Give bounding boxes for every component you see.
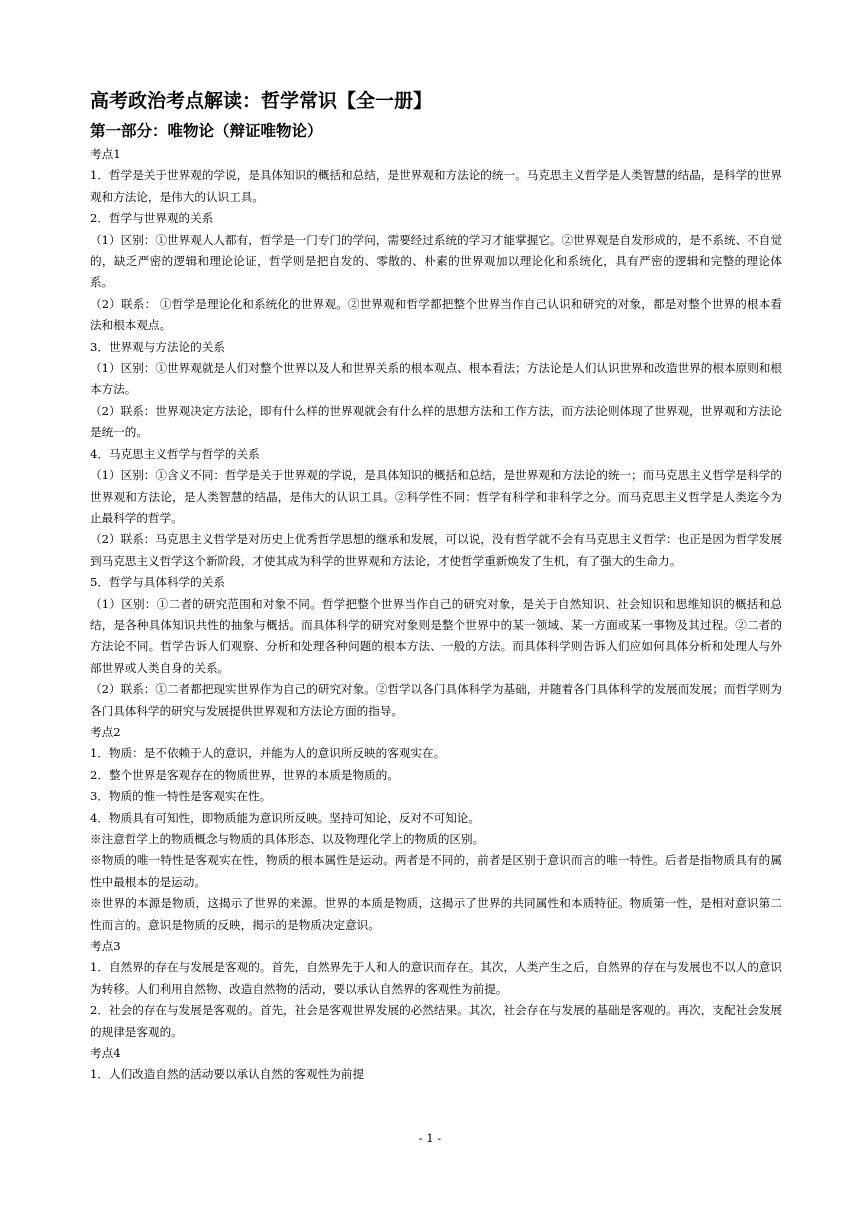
paragraph: 考点1 — [90, 147, 121, 161]
paragraph: ※注意哲学上的物质概念与物质的具体形态、以及物理化学上的物质的区别。 — [90, 832, 485, 846]
paragraph: （1）区别：①含义不同：哲学是关于世界观的学说，是具体知识的概括和总结，是世界观和方法论的统一；而马克思主义哲学是科学的世界观和方法论，是人类智慧的结晶，是伟大的认识工具。②科学性不同：哲学有科学和非科学之分。而马克思主义哲学是人类迄今为止最科学的哲学。 — [90, 468, 782, 525]
paragraph: 考点2 — [90, 724, 121, 739]
paragraph: （2）联系： ①哲学是理论化和系统化的世界观。②世界观和哲学都把整个世界当作自己认识和研究的对象，都是对整个世界的根本看法和根本观点。 — [90, 296, 782, 333]
paragraph: （1）区别：①二者的研究范围和对象不同。哲学把整个世界当作自己的研究对象，是关于自然知识、社会知识和思维知识的概括和总结，是各种具体知识共性的抽象与概括。而具体科学的研究对象则是整个世界中的某一领域、某一方面或某一事物及其过程。②二者的方法论不同。哲学告诉人们观察、分析和处理各种问题的根本方法、一般的方法。而具体科学则告诉人们应如何具体分析和处理人与外部世界或人类自身的关系。 — [90, 596, 782, 675]
paragraph: 3．物质的惟一特性是客观实在性。 — [90, 789, 272, 804]
paragraph: 2．哲学与世界观的关系 — [90, 211, 214, 226]
paragraph: 4．马克思主义哲学与哲学的关系 — [90, 446, 260, 461]
paragraph: （1）区别：①世界观人人都有，哲学是一门专门的学问，需要经过系统的学习才能掌握它。②世界观是自发形成的，是不系统、不自觉的，缺乏严密的逻辑和理论论证，哲学则是把自发的、零散的、朴素的世界观加以理论化和系统化，具有严密的逻辑和完整的理论体系。 — [90, 232, 782, 290]
paragraph: ※世界的本源是物质，这揭示了世界的来源。世界的本质是物质，这揭示了世界的共同属性和本质特征。物质第一性，是相对意识第二性而言的。意识是物质的反映，揭示的是物质决定意识。 — [90, 896, 782, 932]
paragraph: 1．自然界的存在与发展是客观的。首先，自然界先于人和人的意识而存在。其次，人类产生之后，自然界的存在与发展也不以人的意识为转移。人们利用自然物、改造自然物的活动，要以承认自然界的客观性为前提。 — [90, 960, 782, 996]
paragraph: 1．物质：是不依赖于人的意识，并能为人的意识所反映的客观实在。 — [90, 746, 446, 761]
paragraph: 1．哲学是关于世界观的学说，是具体知识的概括和总结，是世界观和方法论的统一。马克思主义哲学是人类智慧的结晶，是科学的世界观和方法论，是伟大的认识工具。 — [90, 168, 782, 204]
paragraph: 3．世界观与方法论的关系 — [90, 339, 225, 354]
paragraph: 考点4 — [90, 1046, 121, 1061]
paragraph: 2．整个世界是客观存在的物质世界，世界的本质是物质的。 — [90, 767, 399, 782]
paragraph: （2）联系：马克思主义哲学是对历史上优秀哲学思想的继承和发展，可以说，没有哲学就不会有马克思主义哲学：也正是因为哲学发展到马克思主义哲学这个新阶段，才使其成为科学的世界观和方法论，才使哲学重新焕发了生机，有了强大的生命力。 — [90, 532, 782, 568]
paragraph: 4．物质具有可知性，即物质能为意识所反映。坚持可知论，反对不可知论。 — [90, 810, 480, 825]
paragraph: 考点3 — [90, 939, 121, 954]
paragraph: 1．人们改造自然的活动要以承认自然的客观性为前提 — [90, 1067, 365, 1082]
paragraph: ※物质的唯一特性是客观实在性，物质的根本属性是运动。两者是不同的，前者是区别于意识而言的唯一特性。后者是指物质具有的属性中最根本的是运动。 — [90, 853, 782, 889]
page-number: - 1 - — [418, 1131, 442, 1145]
section-heading: 第一部分：唯物论（辩证唯物论） — [90, 122, 323, 140]
paragraph: 2．社会的存在与发展是客观的。首先，社会是客观世界发展的必然结果。其次，社会存在与发展的基础是客观的。再次，支配社会发展的规律是客观的。 — [90, 1003, 782, 1039]
paragraph: 5．哲学与具体科学的关系 — [90, 575, 225, 590]
document-body — [90, 88, 782, 1086]
document-title: 高考政治考点解读：哲学常识【全一册】 — [90, 90, 433, 112]
paragraph: （2）联系：①二者都把现实世界作为自己的研究对象。②哲学以各门具体科学为基础，并随着各门具体科学的发展而发展；而哲学则为各门具体科学的研究与发展提供世界观和方法论方面的指导。 — [90, 682, 782, 718]
paragraph: （1）区别：①世界观就是人们对整个世界以及人和世界关系的根本观点、根本看法；方法论是人们认识世界和改造世界的根本原则和根本方法。 — [90, 361, 782, 397]
paragraph: （2）联系：世界观决定方法论，即有什么样的世界观就会有什么样的思想方法和工作方法，而方法论则体现了世界观，世界观和方法论是统一的。 — [90, 403, 782, 440]
